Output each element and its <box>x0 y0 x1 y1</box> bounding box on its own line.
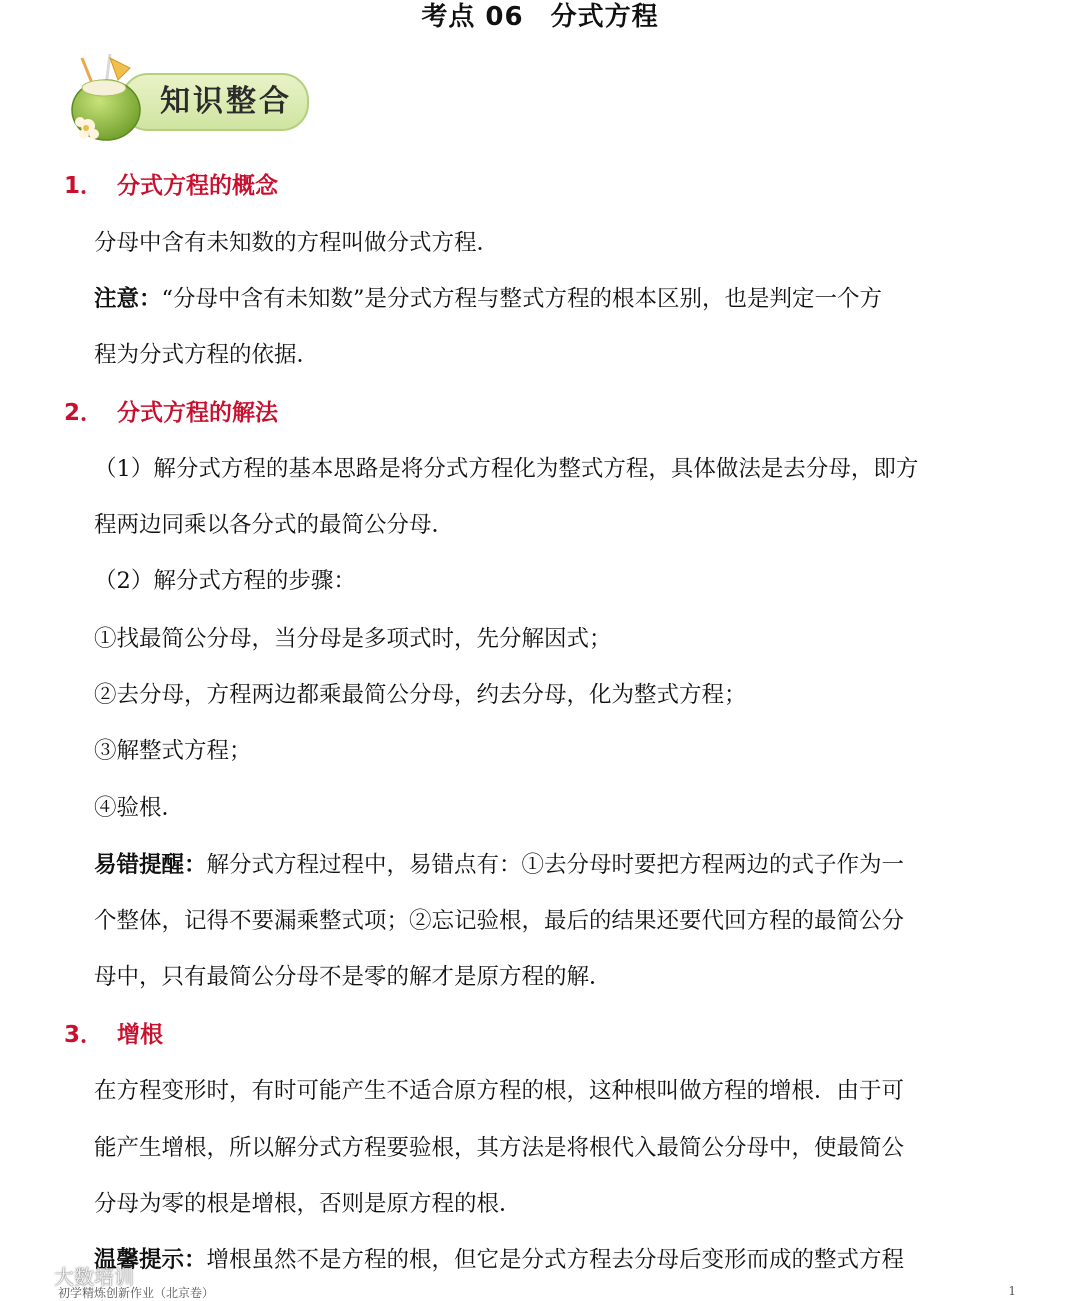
paragraph-line: 分母为零的根是增根，否则是原方程的根． <box>94 1191 522 1217</box>
step-line: ①找最简公分母，当分母是多项式时，先分解因式； <box>94 626 612 652</box>
note-line: 母中，只有最简公分母不是零的解才是原方程的解． <box>94 964 612 990</box>
badge-label: 知识整合 <box>160 84 292 119</box>
watermark-text: 大数培训 <box>54 1264 134 1289</box>
note-line: 程为分式方程的依据． <box>94 342 320 368</box>
note-label: 易错提醒： <box>94 852 207 878</box>
section-heading-2: 2． 分式方程的解法 <box>64 400 279 426</box>
paragraph-line: 程两边同乘以各分式的最简公分母． <box>94 512 455 538</box>
paragraph-line: 能产生增根，所以解分式方程要验根，其方法是将根代入最简公分母中，使最简公 <box>94 1135 905 1161</box>
knowledge-badge <box>66 52 316 144</box>
step-line: ④验根． <box>94 795 185 821</box>
footer-text: 初学精炼创新作业（北京卷） <box>58 1286 215 1300</box>
paragraph-line: （2）解分式方程的步骤： <box>94 568 356 594</box>
page-number: 1 <box>1008 1284 1016 1298</box>
step-line: ②去分母，方程两边都乘最简公分母，约去分母，化为整式方程； <box>94 682 747 708</box>
paragraph-line: 在方程变形时，有时可能产生不适合原方程的根，这种根叫做方程的增根．由于可 <box>94 1078 905 1104</box>
step-line: ③解整式方程； <box>94 738 252 764</box>
section-heading-3: 3． 增根 <box>64 1022 164 1048</box>
paragraph-line: （1）解分式方程的基本思路是将分式方程化为整式方程，具体做法是去分母，即方 <box>94 456 919 482</box>
paragraph-line: 分母中含有未知数的方程叫做分式方程． <box>94 230 500 256</box>
note-label: 温馨提示： <box>94 1247 207 1273</box>
note-line: 注意：“分母中含有未知数”是分式方程与整式方程的根本区别，也是判定一个方 <box>94 286 883 312</box>
note-line: 温馨提示：增根虽然不是方程的根，但它是分式方程去分母后变形而成的整式方程 <box>94 1247 905 1273</box>
note-line: 个整体，记得不要漏乘整式项；②忘记验根，最后的结果还要代回方程的最简公分 <box>94 908 905 934</box>
watermark <box>8 1260 134 1290</box>
note-label: 注意： <box>94 286 162 312</box>
section-heading-1: 1． 分式方程的概念 <box>64 173 279 199</box>
note-line: 易错提醒：解分式方程过程中，易错点有：①去分母时要把方程两边的式子作为一 <box>94 852 905 878</box>
logo-icon <box>8 1263 50 1287</box>
page-title: 考点 06 分式方程 <box>421 2 659 32</box>
